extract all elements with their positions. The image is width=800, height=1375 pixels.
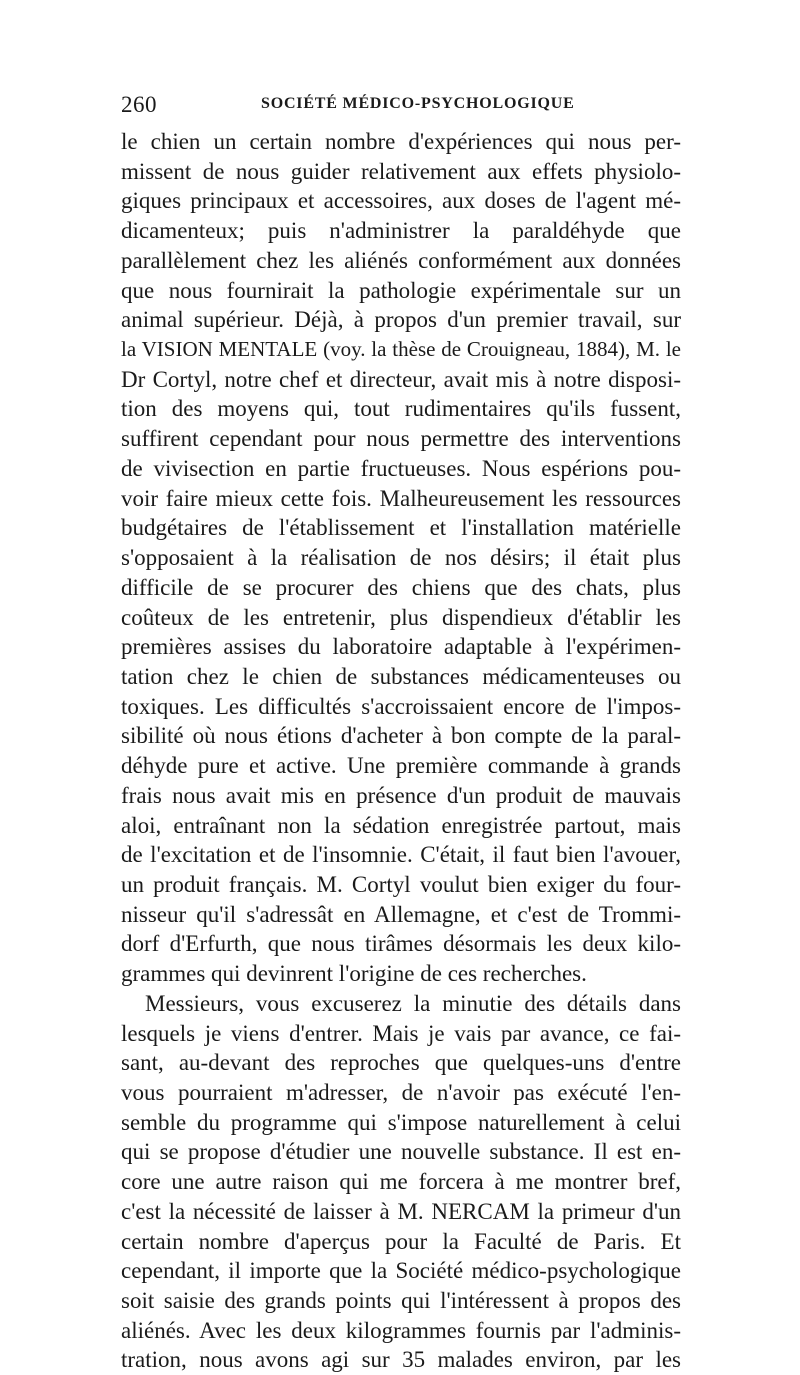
text-line: cependant, il importe que la Société médico-psychologique [121,1258,681,1284]
text-line: parallèlement chez les aliénés conformément aux données [121,247,681,273]
text-line: Dr Cortyl, notre chef et directeur, avait mis à notre disposi- [121,366,681,392]
text-line: tration, nous avons agi sur 35 malades environ, par les [121,1347,681,1373]
text-line: suffirent cependant pour nous permettre des interventions [121,426,681,452]
text-line: que nous fournirait la pathologie expérimentale sur un [121,277,681,303]
text-line: budgétaires de l'établissement et l'installation matérielle [121,515,681,541]
text-line: core une autre raison qui me forcera à me montrer bref, [121,1169,681,1195]
text-line: dicamenteux; puis n'administrer la paraldéhyde que [121,218,681,244]
text-line: nisseur qu'il s'adressât en Allemagne, et c'est de Trommi- [121,901,681,927]
text-line: giques principaux et accessoires, aux doses de l'agent mé- [121,188,681,214]
text-line: déhyde pure et active. Une première commande à grands [121,753,681,779]
text-line: aloi, entraînant non la sédation enregistrée partout, mais [121,812,681,838]
text-line: vous pourraient m'adresser, de n'avoir pas exécuté l'en- [121,1080,681,1105]
text-line: toxiques. Les difficultés s'accroissaient encore de l'impos- [121,693,681,719]
text-line: premières assises du laboratoire adaptable à l'expérimen- [121,634,681,660]
body-text [121,127,681,1375]
text-line: tion des moyens qui, tout rudimentaires qu'ils fussent, [121,396,681,422]
page-number: 260 [121,92,157,117]
text-line: la VISION MENTALE (voy. la thèse de Crouigneau, 1884), M. le [121,337,681,362]
page-header [121,92,671,118]
text-line: difficile de se procurer des chiens que des chats, plus [121,574,681,600]
text-line: dorf d'Erfurth, que nous tirâmes désormais les deux kilo- [121,931,681,957]
text-line: tation chez le chien de substances médicamenteuses ou [121,663,681,689]
text-line: sibilité où nous étions d'acheter à bon compte de la paral- [121,723,681,749]
text-line: animal supérieur. Déjà, à propos d'un premier travail, sur [121,307,681,333]
text-line: le chien un certain nombre d'expériences qui nous per- [121,129,681,154]
text-line: voir faire mieux cette fois. Malheureusement les ressources [121,485,681,511]
text-line: soit saisie des grands points qui l'intéressent à propos des [121,1288,681,1314]
text-line: c'est la nécessité de laisser à M. NERCAM la primeur d'un [121,1198,681,1224]
text-line: coûteux de les entretenir, plus dispendieux d'établir les [121,604,681,630]
text-line: frais nous avait mis en présence d'un produit de mauvais [121,782,681,808]
text-line: s'opposaient à la réalisation de nos désirs; il était plus [121,545,681,571]
text-line: lesquels je viens d'entrer. Mais je vais par avance, ce fai- [121,1020,681,1046]
text-line: un produit français. M. Cortyl voulut bien exiger du four- [121,871,681,897]
text-line: sant, au-devant des reproches que quelques-uns d'entre [121,1050,681,1076]
running-title: SOCIÉTÉ MÉDICO-PSYCHOLOGIQUE [261,95,575,112]
text-line: grammes qui devinrent l'origine de ces recherches. [121,961,587,987]
text-line: missent de nous guider relativement aux effets physiolo- [121,158,681,184]
text-line: qui se propose d'étudier une nouvelle substance. Il est en- [121,1139,681,1165]
text-line: semble du programme qui s'impose naturellement à celui [121,1109,681,1135]
text-line: aliénés. Avec les deux kilogrammes fournis par l'adminis- [121,1317,681,1343]
text-line: de vivisection en partie fructueuses. Nous espérions pou- [121,455,681,481]
text-line: Messieurs, vous excuserez la minutie des détails dans [145,990,681,1016]
text-line: de l'excitation et de l'insomnie. C'était, il faut bien l'avouer, [121,842,681,868]
text-line: certain nombre d'aperçus pour la Faculté de Paris. Et [121,1228,681,1254]
